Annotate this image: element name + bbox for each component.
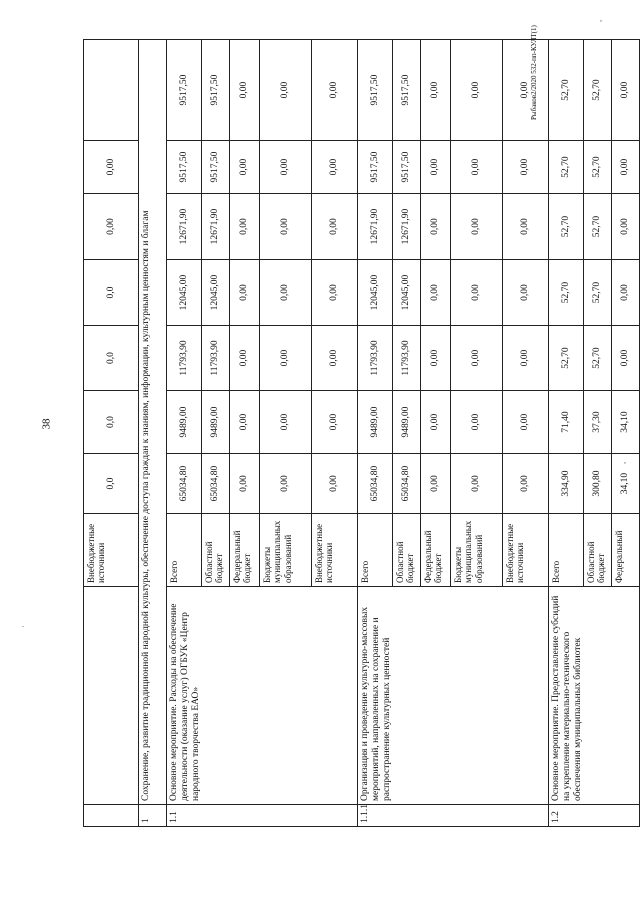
activity-description: Основное мероприятие. Расходы на обеспечение деятельности (оказание услуг) ОГБУК «Центр народного творчества ЕАО» bbox=[167, 587, 358, 805]
amount-cell: 0,00 bbox=[451, 260, 503, 326]
amount-cell: 0,00 bbox=[503, 260, 549, 326]
amount-cell: 34,10 bbox=[612, 391, 640, 454]
amount-cell: 52,70 bbox=[549, 40, 584, 141]
amount-cell: 0,00 bbox=[312, 141, 358, 194]
amount-cell: 71,40 bbox=[549, 391, 584, 454]
amount-cell: 12045,00 bbox=[202, 260, 230, 326]
amount-cell: 11793,90 bbox=[358, 326, 393, 391]
amount-cell: 37,30 bbox=[584, 391, 612, 454]
funding-source: Федеральный бюджет bbox=[421, 514, 451, 587]
amount-cell: 0,00 bbox=[612, 141, 640, 194]
table-body bbox=[84, 40, 640, 827]
activity-description bbox=[84, 587, 139, 805]
amount-cell: 0,00 bbox=[421, 391, 451, 454]
amount-cell: 0,00 bbox=[451, 454, 503, 514]
amount-cell: 0,00 bbox=[230, 40, 260, 141]
amount-cell: 0,0 bbox=[84, 454, 139, 514]
amount-cell: 9517,50 bbox=[393, 141, 421, 194]
amount-cell: 0,00 bbox=[421, 326, 451, 391]
funding-source: Внебюджетные источники bbox=[312, 514, 358, 587]
funding-source: Федеральный бюджет bbox=[230, 514, 260, 587]
funding-source: Внебюджетные источники bbox=[84, 514, 139, 587]
amount-cell: 0,00 bbox=[260, 391, 312, 454]
row-number: 1.1 bbox=[167, 805, 358, 827]
amount-cell: 12671,90 bbox=[202, 194, 230, 260]
amount-cell: 52,70 bbox=[584, 260, 612, 326]
amount-cell: 12671,90 bbox=[393, 194, 421, 260]
page-number: 38 bbox=[40, 418, 53, 430]
amount-cell: 0,00 bbox=[260, 260, 312, 326]
amount-cell: 0,00 bbox=[451, 40, 503, 141]
funding-source: Всего bbox=[549, 514, 584, 587]
amount-cell: 300,80 bbox=[584, 454, 612, 514]
funding-source: Бюджеты муниципальных образований bbox=[260, 514, 312, 587]
amount-cell: 34,10 bbox=[612, 454, 640, 514]
amount-cell: 0,00 bbox=[312, 454, 358, 514]
amount-cell: 11793,90 bbox=[167, 326, 202, 391]
activity-description: Основное мероприятие. Предоставление субсидий на укрепление материально-технического обеспечения муниципальных библиотек bbox=[549, 587, 640, 805]
budget-table-container bbox=[83, 60, 631, 827]
amount-cell: 0,00 bbox=[230, 326, 260, 391]
amount-cell: 0,00 bbox=[230, 141, 260, 194]
amount-cell: 9517,50 bbox=[202, 141, 230, 194]
amount-cell: 9517,50 bbox=[393, 40, 421, 141]
amount-cell: 65034,80 bbox=[358, 454, 393, 514]
amount-cell: 0,00 bbox=[421, 40, 451, 141]
amount-cell: 0,00 bbox=[260, 40, 312, 141]
amount-cell: 0,00 bbox=[612, 260, 640, 326]
amount-cell: 9489,00 bbox=[167, 391, 202, 454]
amount-cell: 12045,00 bbox=[167, 260, 202, 326]
amount-cell: 12671,90 bbox=[167, 194, 202, 260]
amount-cell: 0,00 bbox=[503, 40, 549, 141]
funding-source: Внебюджетные источники bbox=[503, 514, 549, 587]
amount-cell: 0,00 bbox=[421, 454, 451, 514]
amount-cell: 12671,90 bbox=[358, 194, 393, 260]
table-row bbox=[358, 40, 393, 827]
amount-cell: 0,00 bbox=[451, 326, 503, 391]
amount-cell: 0,00 bbox=[230, 454, 260, 514]
amount-cell: 52,70 bbox=[549, 260, 584, 326]
document-code-text: Рыбаков2/2020 532-пп-КУЛТ(1) bbox=[530, 25, 538, 120]
amount-cell: 52,70 bbox=[549, 141, 584, 194]
funding-source: Всего bbox=[358, 514, 393, 587]
amount-cell: 0,00 bbox=[260, 141, 312, 194]
section-row bbox=[139, 40, 167, 827]
amount-cell: 9489,00 bbox=[393, 391, 421, 454]
scan-mark: , bbox=[624, 456, 626, 465]
table-row bbox=[167, 40, 202, 827]
amount-cell: 0,00 bbox=[260, 326, 312, 391]
amount-cell bbox=[84, 40, 139, 141]
amount-cell: 0,0 bbox=[84, 391, 139, 454]
scan-mark: . bbox=[22, 620, 24, 629]
amount-cell: 0,00 bbox=[84, 141, 139, 194]
amount-cell: 0,00 bbox=[230, 391, 260, 454]
funding-source: Областной бюджет bbox=[393, 514, 421, 587]
amount-cell: 0,00 bbox=[421, 260, 451, 326]
amount-cell: 12045,00 bbox=[358, 260, 393, 326]
amount-cell: 9517,50 bbox=[167, 40, 202, 141]
amount-cell: 65034,80 bbox=[393, 454, 421, 514]
row-number: 1.2 bbox=[549, 805, 640, 827]
amount-cell: 52,70 bbox=[584, 194, 612, 260]
amount-cell: 0,00 bbox=[230, 260, 260, 326]
amount-cell: 65034,80 bbox=[202, 454, 230, 514]
budget-table bbox=[83, 39, 640, 827]
section-number: 1 bbox=[139, 805, 167, 827]
funding-source: Федеральный bbox=[612, 514, 640, 587]
amount-cell: 0,00 bbox=[260, 454, 312, 514]
amount-cell: 52,70 bbox=[549, 194, 584, 260]
amount-cell: 52,70 bbox=[549, 326, 584, 391]
amount-cell: 0,00 bbox=[451, 194, 503, 260]
amount-cell: 0,00 bbox=[503, 141, 549, 194]
amount-cell: 9489,00 bbox=[358, 391, 393, 454]
amount-cell: 0,00 bbox=[421, 141, 451, 194]
amount-cell: 0,00 bbox=[312, 391, 358, 454]
amount-cell: 0,00 bbox=[503, 194, 549, 260]
amount-cell: 12045,00 bbox=[393, 260, 421, 326]
amount-cell: 9517,50 bbox=[202, 40, 230, 141]
amount-cell: 0,00 bbox=[260, 194, 312, 260]
amount-cell: 0,00 bbox=[612, 326, 640, 391]
section-title: Сохранение, развитие традиционной народной культуры, обеспечение доступа граждан к знаниям, информации, культурным ценностям и благам bbox=[139, 40, 167, 805]
amount-cell: 0,00 bbox=[612, 40, 640, 141]
amount-cell: 11793,90 bbox=[202, 326, 230, 391]
amount-cell: 11793,90 bbox=[393, 326, 421, 391]
funding-source: Областной бюджет bbox=[202, 514, 230, 587]
table-row bbox=[549, 40, 584, 827]
amount-cell: 0,0 bbox=[84, 260, 139, 326]
amount-cell: 0,00 bbox=[312, 40, 358, 141]
amount-cell: 0,00 bbox=[312, 326, 358, 391]
amount-cell: 52,70 bbox=[584, 40, 612, 141]
amount-cell: 65034,80 bbox=[167, 454, 202, 514]
amount-cell: 0,00 bbox=[451, 141, 503, 194]
amount-cell: 9517,50 bbox=[358, 40, 393, 141]
amount-cell: 0,00 bbox=[312, 260, 358, 326]
amount-cell: 0,00 bbox=[612, 194, 640, 260]
amount-cell: 9489,00 bbox=[202, 391, 230, 454]
table-row bbox=[84, 40, 139, 827]
amount-cell: 9517,50 bbox=[167, 141, 202, 194]
row-number bbox=[84, 805, 139, 827]
row-number: 1.1.1 bbox=[358, 805, 549, 827]
amount-cell: 0,00 bbox=[230, 194, 260, 260]
amount-cell: 52,70 bbox=[584, 141, 612, 194]
amount-cell: 0,00 bbox=[421, 194, 451, 260]
funding-source: Бюджеты муниципальных образований bbox=[451, 514, 503, 587]
amount-cell: 0,00 bbox=[84, 194, 139, 260]
amount-cell: 0,0 bbox=[84, 326, 139, 391]
amount-cell: 52,70 bbox=[584, 326, 612, 391]
funding-source: Всего bbox=[167, 514, 202, 587]
amount-cell: 0,00 bbox=[451, 391, 503, 454]
amount-cell: 0,00 bbox=[503, 326, 549, 391]
scan-mark: , bbox=[600, 14, 602, 23]
amount-cell: 0,00 bbox=[503, 391, 549, 454]
funding-source: Областной бюджет bbox=[584, 514, 612, 587]
amount-cell: 0,00 bbox=[503, 454, 549, 514]
amount-cell: 9517,50 bbox=[358, 141, 393, 194]
amount-cell: 334,90 bbox=[549, 454, 584, 514]
activity-description: Организация и проведение культурно-массовых мероприятий, направленных на сохранение и распространение культурных ценностей bbox=[358, 587, 549, 805]
amount-cell: 0,00 bbox=[312, 194, 358, 260]
